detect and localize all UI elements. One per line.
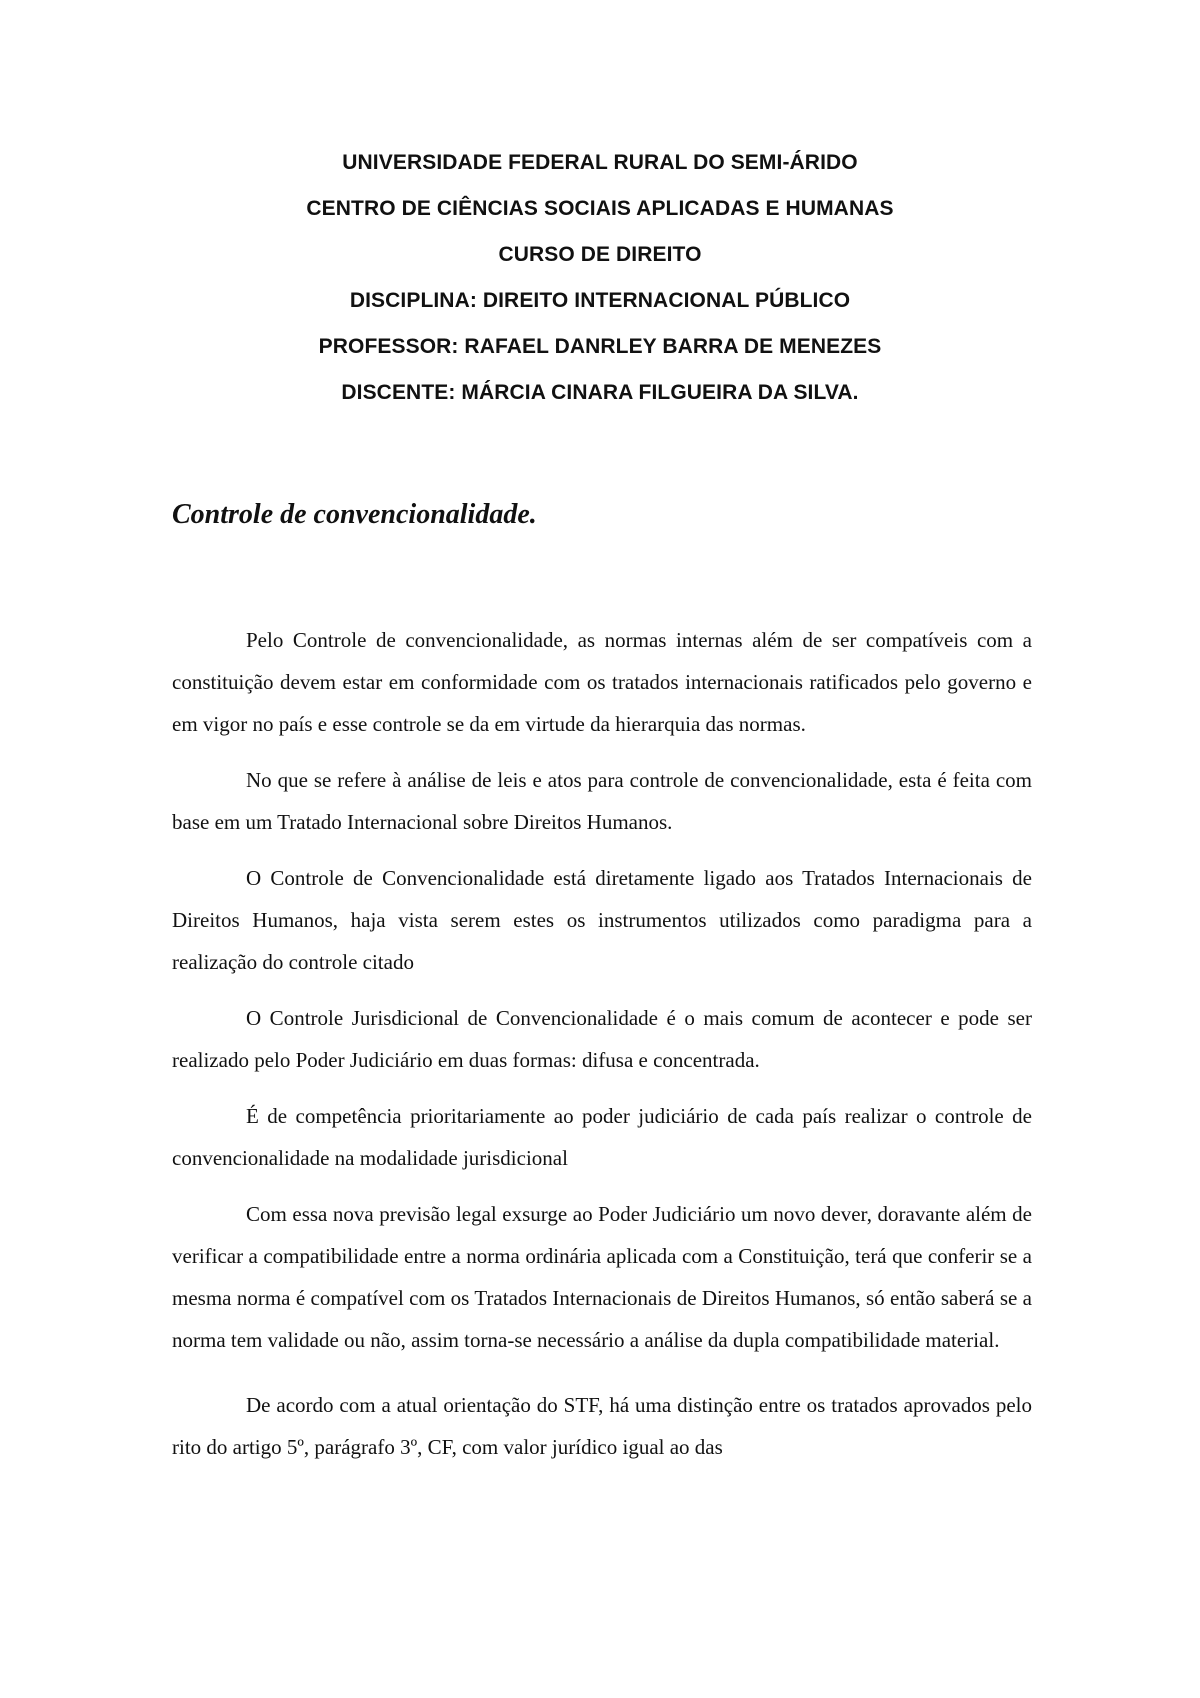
paragraph: É de competência prioritariamente ao poder judiciário de cada país realizar o controle de convencionalidade na modalidade jurisdicional <box>172 1104 1032 1170</box>
professor-name: PROFESSOR: RAFAEL DANRLEY BARRA DE MENEZES <box>318 335 882 358</box>
paragraph: Pelo Controle de convencionalidade, as normas internas além de ser compatíveis com a constituição devem estar em conformidade com os tratados internacionais ratificados pelo governo e em vigor no país e esse controle se da em virtude da hierarquia das normas. <box>172 628 1032 736</box>
document-header <box>150 140 1050 416</box>
course-name: CURSO DE DIREITO <box>498 243 702 266</box>
discipline-name: DISCIPLINA: DIREITO INTERNACIONAL PÚBLICO <box>349 289 851 312</box>
paragraph: O Controle Jurisdicional de Convencionalidade é o mais comum de acontecer e pode ser realizado pelo Poder Judiciário em duas formas: difusa e concentrada. <box>172 1006 1032 1072</box>
paragraph: De acordo com a atual orientação do STF, há uma distinção entre os tratados aprovados pelo rito do artigo 5º, parágrafo 3º, CF, com valor jurídico igual ao das <box>172 1393 1032 1459</box>
paragraph: O Controle de Convencionalidade está diretamente ligado aos Tratados Internacionais de Direitos Humanos, haja vista serem estes os instrumentos utilizados como paradigma para a realização do controle citado <box>172 866 1032 974</box>
paragraph: No que se refere à análise de leis e atos para controle de convencionalidade, esta é feita com base em um Tratado Internacional sobre Direitos Humanos. <box>172 768 1032 834</box>
document-title: Controle de convencionalidade. <box>172 499 537 530</box>
university-name: UNIVERSIDADE FEDERAL RURAL DO SEMI-ÁRIDO <box>342 151 858 174</box>
paragraph: Com essa nova previsão legal exsurge ao Poder Judiciário um novo dever, doravante além de verificar a compatibilidade entre a norma ordinária aplicada com a Constituição, terá que conferir se a mesma norma é compatível com os Tratados Internacionais de Direitos Humanos, só então saberá se a norma tem validade ou não, assim torna-se necessário a análise da dupla compatibilidade material. <box>172 1202 1032 1352</box>
document-body <box>172 619 1032 1482</box>
center-name: CENTRO DE CIÊNCIAS SOCIAIS APLICADAS E HUMANAS <box>306 197 894 220</box>
student-name: DISCENTE: MÁRCIA CINARA FILGUEIRA DA SILVA. <box>341 381 859 404</box>
